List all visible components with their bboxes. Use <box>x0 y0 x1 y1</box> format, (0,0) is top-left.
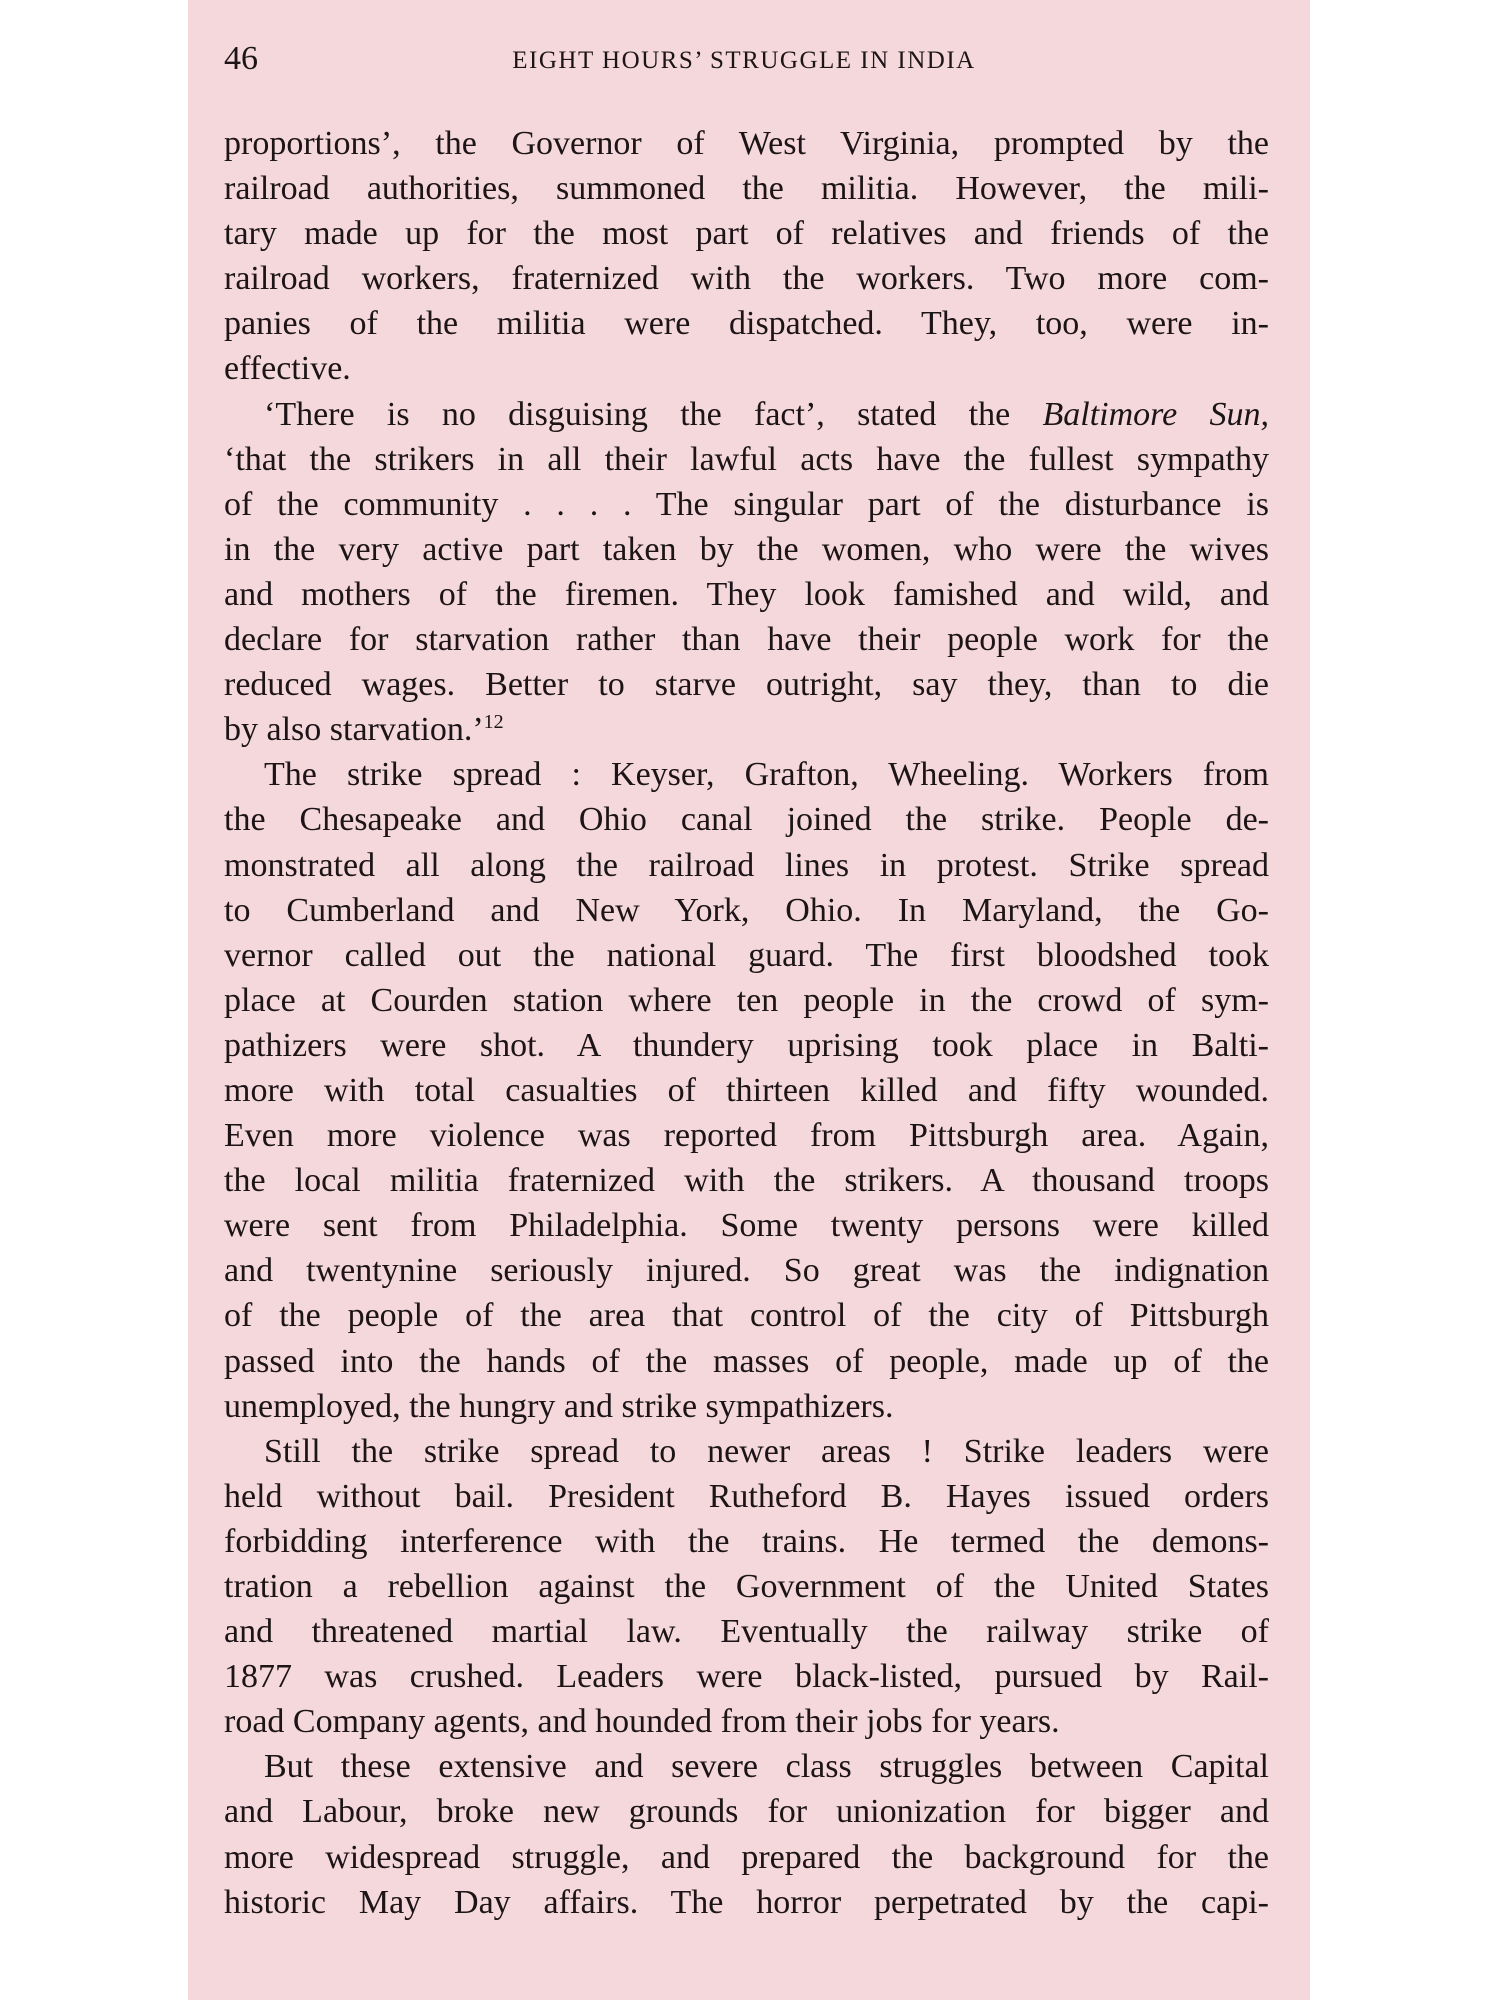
body-text <box>224 121 1269 1925</box>
text-line: passed into the hands of the masses of people, made up of the <box>224 1342 1269 1380</box>
text-line: But these extensive and severe class struggles between Capital <box>264 1748 1269 1786</box>
line-text: ‘There is no disguising the fact’, stated the <box>264 395 1043 433</box>
text-line: forbidding interference with the trains. He termed the demons- <box>224 1522 1269 1560</box>
text-line: effective. <box>224 350 351 388</box>
text-line: monstrated all along the railroad lines in protest. Strike spread <box>224 846 1269 884</box>
text-line <box>224 707 1269 752</box>
text-line: railroad authorities, summoned the militia. However, the mili- <box>224 170 1269 208</box>
text-line: proportions’, the Governor of West Virginia, prompted by the <box>224 125 1269 162</box>
text-line: 1877 was crushed. Leaders were black-listed, pursued by Rail- <box>224 1658 1269 1696</box>
text-line: and threatened martial law. Eventually the railway strike of <box>224 1613 1269 1651</box>
text-line: historic May Day affairs. The horror perpetrated by the capi- <box>224 1883 1269 1921</box>
text-line: The strike spread : Keyser, Grafton, Wheeling. Workers from <box>264 756 1269 794</box>
text-line: more with total casualties of thirteen killed and fifty wounded. <box>224 1071 1269 1109</box>
text-line: and Labour, broke new grounds for unionization for bigger and <box>224 1793 1269 1831</box>
text-line: ‘that the strikers in all their lawful acts have the fullest sympathy <box>224 440 1269 478</box>
book-page <box>188 0 1310 2000</box>
text-line: unemployed, the hungry and strike sympathizers. <box>224 1387 894 1425</box>
text-line: road Company agents, and hounded from their jobs for years. <box>224 1703 1060 1741</box>
text-line: to Cumberland and New York, Ohio. In Maryland, the Go- <box>224 891 1269 929</box>
text-line: were sent from Philadelphia. Some twenty persons were killed <box>224 1207 1269 1245</box>
line-text: by also starvation.’ <box>224 711 484 749</box>
text-line: the Chesapeake and Ohio canal joined the strike. People de- <box>224 801 1269 839</box>
text-line: Still the strike spread to newer areas ! Strike leaders were <box>264 1432 1269 1470</box>
text-line: reduced wages. Better to starve outright, say they, than to die <box>224 666 1269 704</box>
text-line: of the community . . . . The singular part of the disturbance is <box>224 485 1269 523</box>
text-line: pathizers were shot. A thundery uprising took place in Balti- <box>224 1026 1269 1064</box>
text-line: panies of the militia were dispatched. They, too, were in- <box>224 305 1269 343</box>
running-title: EIGHT HOURS’ STRUGGLE IN INDIA <box>512 47 976 74</box>
text-line: vernor called out the national guard. The first bloodshed took <box>224 936 1269 974</box>
footnote-ref: 12 <box>483 711 504 734</box>
text-line: railroad workers, fraternized with the workers. Two more com- <box>224 260 1269 298</box>
text-line: of the people of the area that control of the city of Pittsburgh <box>224 1297 1269 1335</box>
page-number: 46 <box>224 40 258 77</box>
text-line: tary made up for the most part of relatives and friends of the <box>224 215 1269 253</box>
text-line: place at Courden station where ten people in the crowd of sym- <box>224 981 1269 1019</box>
text-line: and twentynine seriously injured. So great was the indignation <box>224 1252 1269 1290</box>
text-line: more widespread struggle, and prepared the background for the <box>224 1838 1269 1876</box>
text-line: and mothers of the firemen. They look famished and wild, and <box>224 575 1269 613</box>
newspaper-title: Baltimore Sun, <box>1042 395 1269 433</box>
text-line: in the very active part taken by the women, who were the wives <box>224 530 1269 568</box>
page-header <box>224 34 1264 84</box>
text-line <box>224 392 1269 437</box>
text-line: declare for starvation rather than have their people work for the <box>224 621 1269 659</box>
text-line: Even more violence was reported from Pittsburgh area. Again, <box>224 1117 1269 1155</box>
text-line: the local militia fraternized with the strikers. A thousand troops <box>224 1162 1269 1200</box>
text-line: tration a rebellion against the Government of the United States <box>224 1568 1269 1605</box>
text-line: held without bail. President Rutheford B. Hayes issued orders <box>224 1477 1269 1515</box>
